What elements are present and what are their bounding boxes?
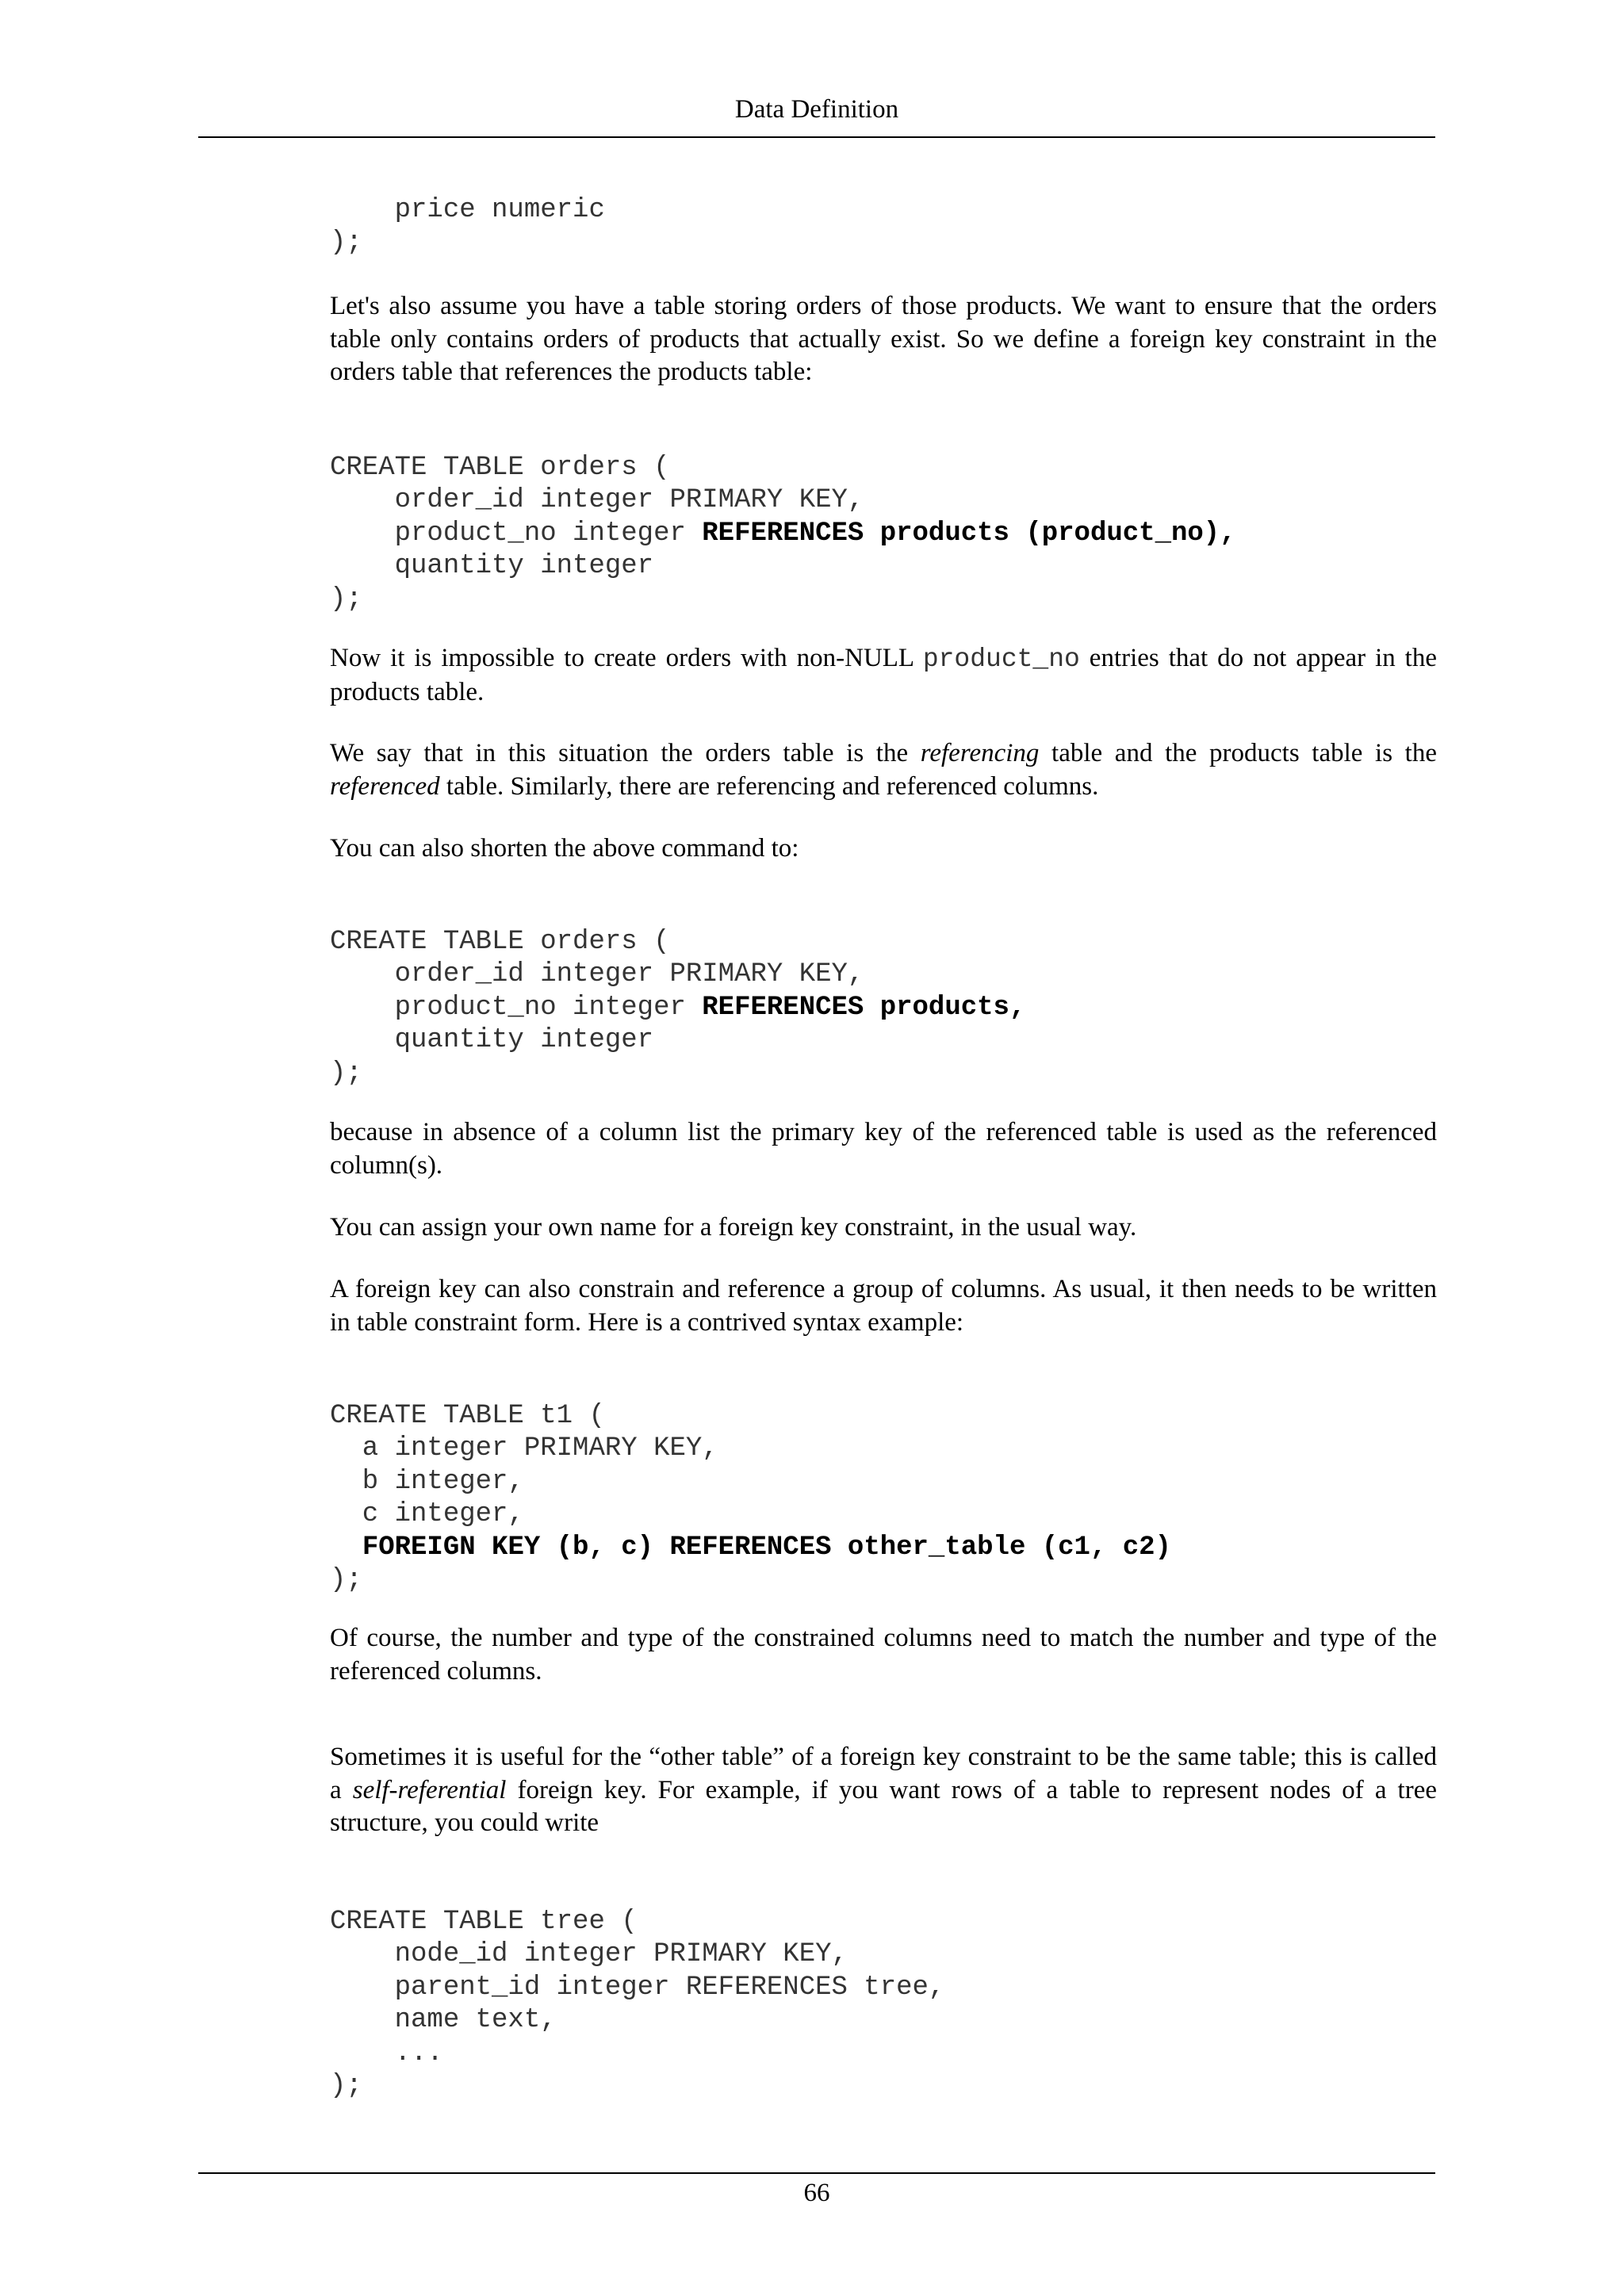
code-line: );: [330, 228, 362, 258]
code-line: CREATE TABLE t1 (: [330, 1401, 605, 1431]
code-line: c integer,: [330, 1499, 524, 1530]
text-run: Now it is impossible to create orders with non-NULL: [330, 644, 923, 672]
paragraph: [330, 1741, 1437, 1840]
paragraph: Let's also assume you have a table storing orders of those products. We want to ensure that the orders table only contains orders of products that actually exist. So we define a foreign key constraint in the orders table that references the products table:: [330, 292, 1437, 386]
code-line: [330, 1533, 362, 1563]
code-line: order_id integer PRIMARY KEY,: [330, 485, 864, 516]
text-run: table. Similarly, there are referencing and referenced columns.: [439, 771, 1099, 801]
text-run: foreign key. For example, if you want rows of a table to represent nodes of a tree structure, you could write: [330, 1775, 1437, 1837]
code-line: b integer,: [330, 1466, 524, 1497]
code-line: );: [330, 1565, 362, 1596]
text-run: table and the products table is the: [1039, 739, 1437, 767]
code-line: );: [330, 1058, 362, 1089]
code-line: CREATE TABLE orders (: [330, 453, 670, 483]
code-highlight: FOREIGN KEY (b, c) REFERENCES other_table (c1, c2): [362, 1532, 1171, 1563]
paragraph: Of course, the number and type of the constrained columns need to match the number and type of the referenced columns.: [330, 1624, 1437, 1686]
paragraph: because in absence of a column list the primary key of the referenced table is used as the referenced column(s).: [330, 1118, 1437, 1180]
paragraph: You can assign your own name for a foreign key constraint, in the usual way.: [330, 1213, 1137, 1242]
emphasis: referencing: [920, 739, 1040, 767]
code-line: node_id integer PRIMARY KEY,: [330, 1939, 848, 1970]
text-run: Sometimes it is useful for the “other table” of a foreign key constraint to be the same table; this is called a: [330, 1743, 1437, 1804]
code-line: CREATE TABLE tree (: [330, 1907, 638, 1937]
text-run: entries that do not appear in the products table.: [330, 644, 1437, 706]
page-number: 66: [803, 2179, 830, 2207]
code-line: order_id integer PRIMARY KEY,: [330, 959, 864, 990]
code-line: ...: [330, 2038, 443, 2068]
inline-code: product_no: [922, 645, 1080, 674]
code-line: product_no integer: [330, 992, 703, 1023]
code-block-products-end: [330, 194, 605, 260]
code-block-orders-short: [330, 926, 1025, 1090]
code-line: parent_id integer REFERENCES tree,: [330, 1972, 945, 2003]
header-rule: [198, 136, 1435, 138]
paragraph: [330, 642, 1437, 709]
code-line: product_no integer: [330, 518, 703, 549]
code-block-t1: [330, 1400, 1171, 1597]
paragraph: You can also shorten the above command to:: [330, 834, 799, 863]
paragraph: A foreign key can also constrain and reference a group of columns. As usual, it then needs to be written in table constraint form. Here is a contrived syntax example:: [330, 1275, 1437, 1337]
text-run: We say that in this situation the orders table is the: [330, 739, 921, 767]
code-line: quantity integer: [330, 1025, 654, 1056]
code-line: CREATE TABLE orders (: [330, 927, 670, 957]
code-line: a integer PRIMARY KEY,: [330, 1433, 718, 1464]
code-block-tree: [330, 1906, 944, 2103]
running-header: Data Definition: [734, 95, 899, 124]
code-line: name text,: [330, 2005, 557, 2036]
code-highlight: REFERENCES products,: [702, 992, 1026, 1023]
paragraph: [330, 737, 1437, 803]
emphasis: referenced: [330, 771, 440, 801]
code-highlight: REFERENCES products (product_no),: [702, 518, 1236, 549]
code-line: );: [330, 2071, 362, 2102]
code-line: quantity integer: [330, 551, 654, 582]
footer-rule: [198, 2172, 1435, 2174]
code-line: price numeric: [330, 195, 605, 225]
code-block-orders: [330, 452, 1236, 616]
code-line: );: [330, 584, 362, 614]
emphasis: self-referential: [352, 1775, 507, 1804]
